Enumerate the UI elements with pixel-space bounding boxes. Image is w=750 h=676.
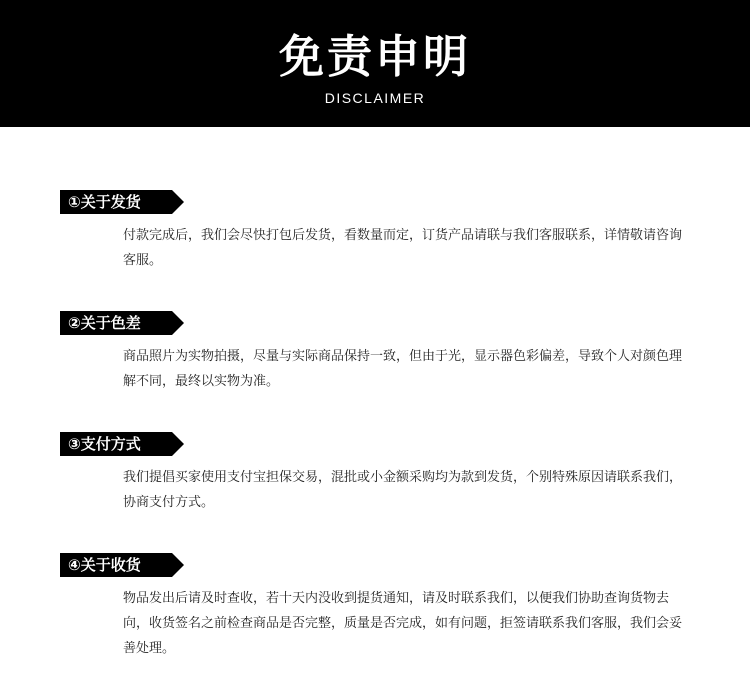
section-text: 我们提倡买家使用支付宝担保交易，混批或小金额采购均为款到发货，个别特殊原因请联系我们，协商支付方式。	[123, 470, 683, 510]
section-tag: ③支付方式	[60, 432, 172, 456]
section-text: 付款完成后，我们会尽快打包后发货，看数量而定，订货产品请联与我们客服联系，详情敬请咨询客服。	[123, 228, 683, 268]
section-tag: ①关于发货	[60, 190, 172, 214]
tag-arrow-icon	[172, 311, 184, 335]
tag-arrow-icon	[172, 553, 184, 577]
tag-arrow-icon	[172, 432, 184, 456]
page-title: 免责申明	[278, 30, 471, 83]
page-subtitle: DISCLAIMER	[324, 90, 426, 106]
section-text: 物品发出后请及时查收，若十天内没收到提货通知，请及时联系我们，以便我们协助查询货物去向，收货签名之前检查商品是否完整，质量是否完成，如有问题，拒签请联系我们客服，我们会妥善处理。	[123, 591, 683, 656]
section-tag: ④关于收货	[60, 553, 172, 577]
tag-arrow-icon	[172, 190, 184, 214]
section-tag: ②关于色差	[60, 311, 172, 335]
header-banner	[0, 0, 750, 127]
section-text: 商品照片为实物拍摄，尽量与实际商品保持一致，但由于光，显示器色彩偏差，导致个人对颜色理解不同，最终以实物为准。	[123, 349, 683, 389]
